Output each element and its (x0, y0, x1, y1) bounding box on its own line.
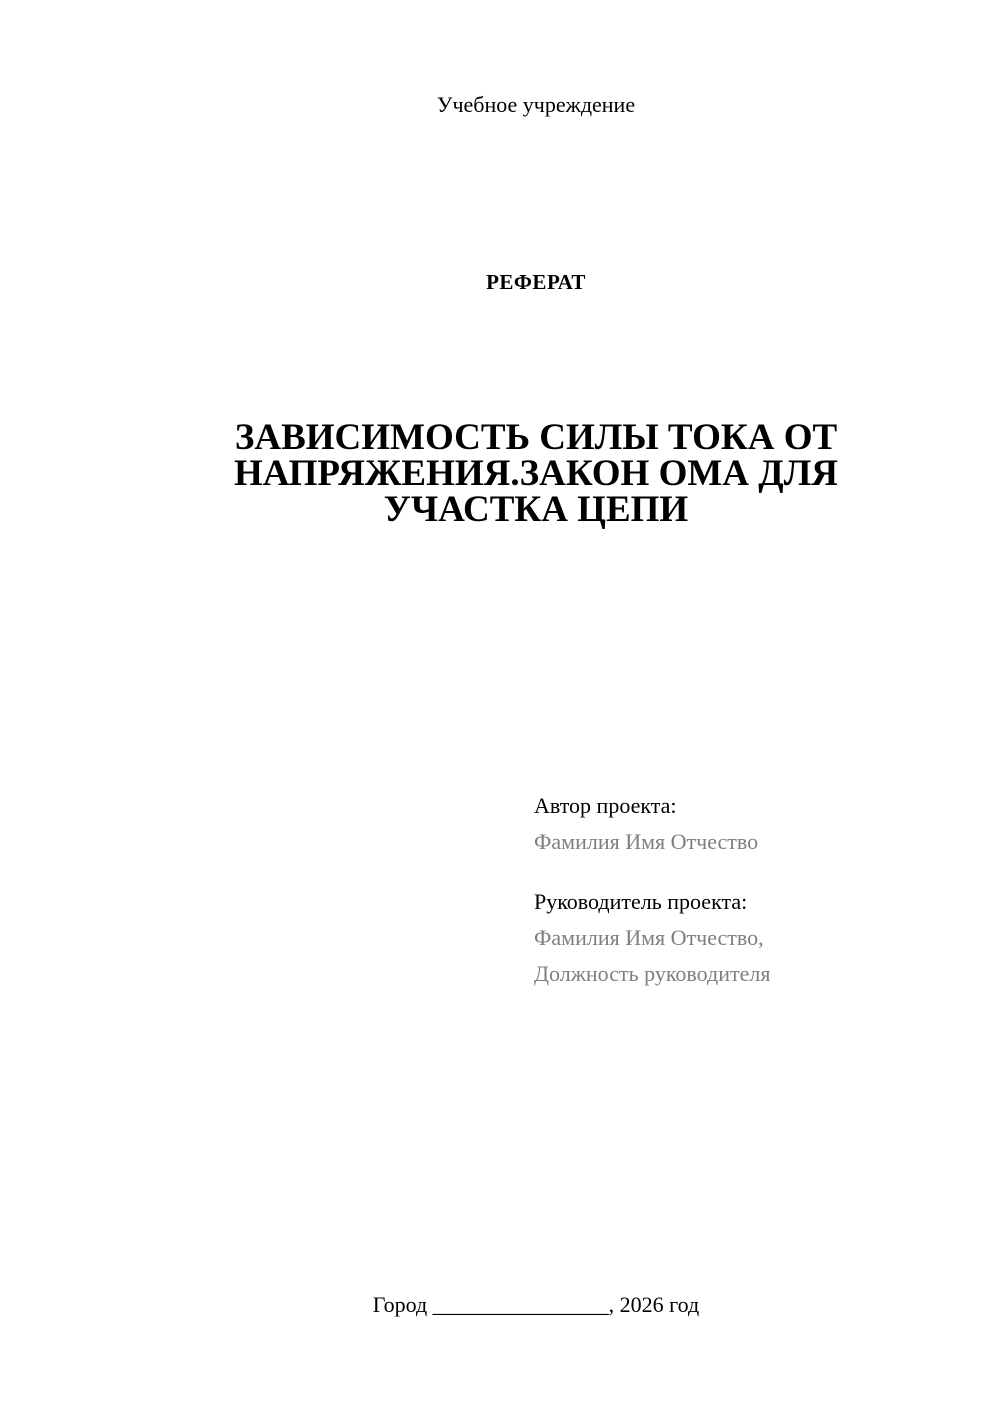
supervisor-name: Фамилия Имя Отчество, (534, 925, 764, 950)
institution-name: Учебное учреждение (436, 92, 636, 117)
supervisor-label: Руководитель проекта: (534, 889, 748, 914)
author-name: Фамилия Имя Отчество (534, 829, 759, 854)
city-year-line: Город ________________, 2026 год (372, 1292, 700, 1317)
credits-spacer (534, 860, 974, 884)
document-title-line: ЗАВИСИМОСТЬ СИЛЫ ТОКА ОТ (234, 417, 838, 458)
credits-block (534, 788, 974, 992)
document-type: РЕФЕРАТ (486, 270, 586, 294)
supervisor-position: Должность руководителя (534, 961, 771, 986)
document-title-line: НАПРЯЖЕНИЯ.ЗАКОН ОМА ДЛЯ (233, 453, 838, 494)
author-label: Автор проекта: (534, 793, 677, 818)
document-title-line: УЧАСТКА ЦЕПИ (383, 489, 689, 530)
document-title (180, 417, 892, 530)
